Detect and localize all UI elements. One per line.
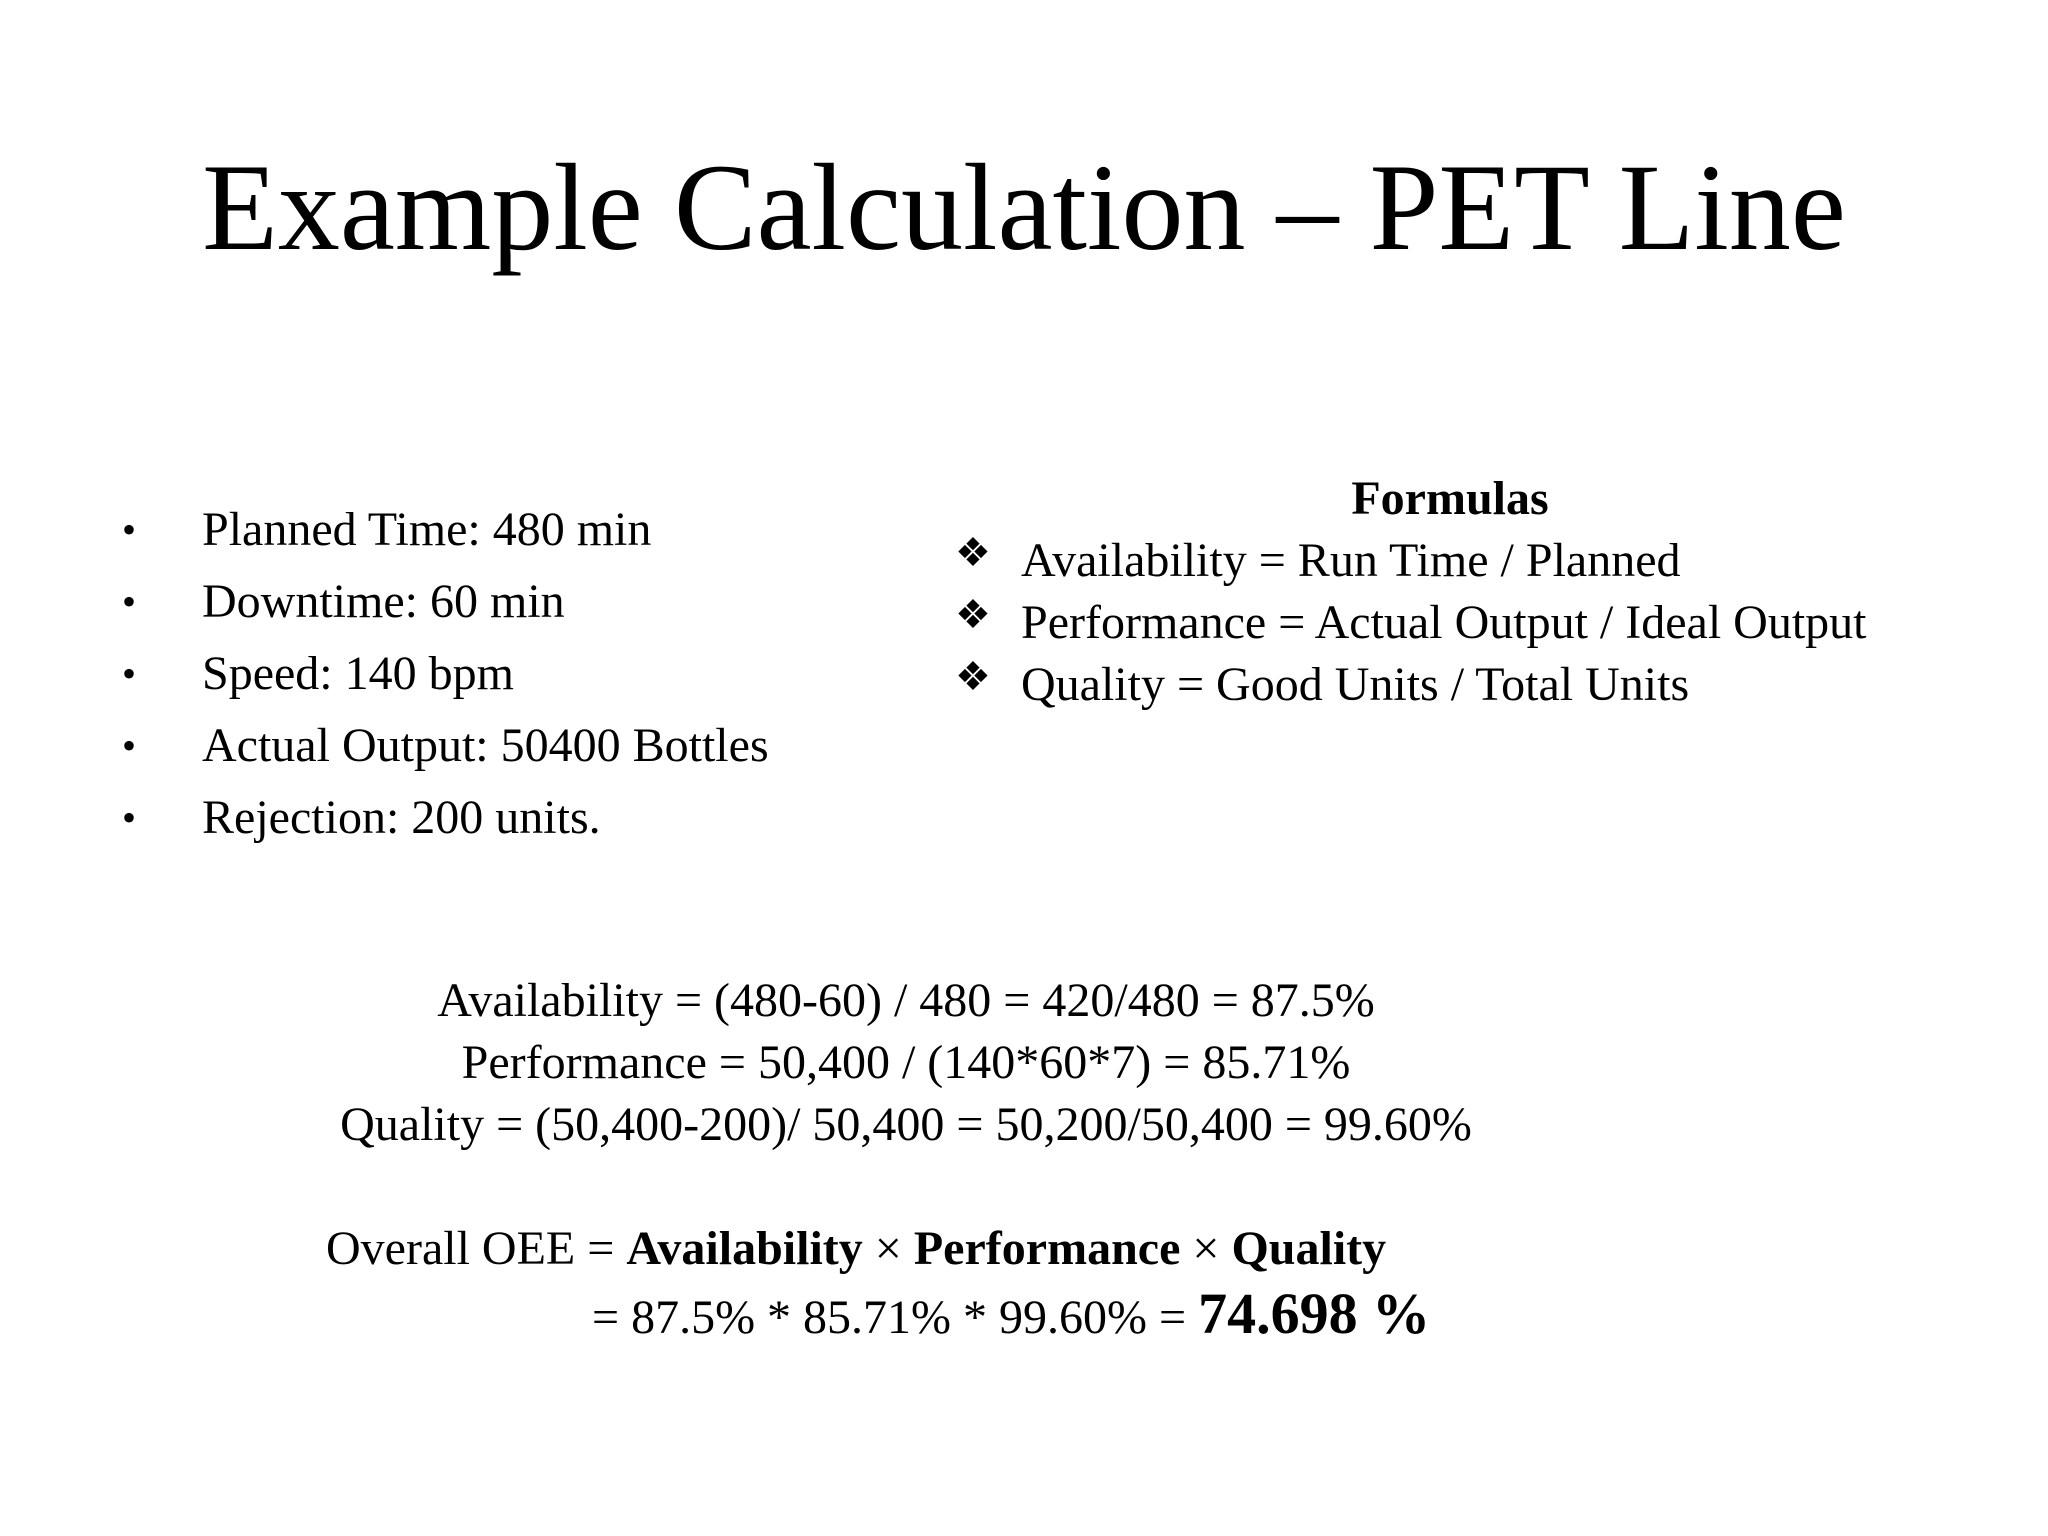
oee-formula [326,1218,1430,1280]
bullet-icon: • [122,579,137,624]
bullet-icon: • [122,507,137,552]
formulas-box [955,468,1975,716]
oee-term-quality: Quality [1231,1222,1387,1275]
list-item [122,494,769,566]
times-sign: × [1180,1222,1232,1275]
availability-calculation: Availability = (480-60) / 480 = 420/480 = 87.5% [437,974,1375,1027]
formula-text: Performance = Actual Output / Ideal Output [1021,596,1867,649]
list-item [122,566,769,638]
list-item [122,782,769,854]
formula-text: Availability = Run Time / Planned [1021,534,1681,587]
oee-prefix: Overall OEE = [326,1222,627,1275]
list-item [122,710,769,782]
list-item-text: Rejection: 200 units. [202,791,601,844]
bullet-icon: • [122,795,137,840]
quality-calculation: Quality = (50,400-200)/ 50,400 = 50,200/50,400 = 99.60% [340,1098,1472,1151]
oee-result-value: 74.698 % [1198,1281,1431,1346]
bullet-icon: • [122,723,137,768]
list-item-text: Speed: 140 bpm [202,647,514,700]
calculation-block [0,970,1812,1156]
performance-calculation: Performance = 50,400 / (140*60*7) = 85.71% [461,1036,1351,1089]
list-item-text: Planned Time: 480 min [202,503,652,556]
input-parameters-list [122,494,769,854]
times-sign: × [862,1222,914,1275]
slide-title: Example Calculation – PET Line [202,139,1846,276]
list-item-text: Downtime: 60 min [202,575,565,628]
oee-expression: = 87.5% * 85.71% * 99.60% = [592,1291,1199,1344]
formula-row [955,592,1975,654]
oee-computation [326,1280,1430,1348]
list-item-text: Actual Output: 50400 Bottles [202,719,769,772]
diamond-bullet-icon: ❖ [955,530,991,575]
oee-term-availability: Availability [626,1222,863,1275]
list-item [122,638,769,710]
diamond-bullet-icon: ❖ [955,654,991,699]
formulas-heading: Formulas [1351,472,1549,525]
oee-term-performance: Performance [913,1222,1181,1275]
diamond-bullet-icon: ❖ [955,592,991,637]
formula-text: Quality = Good Units / Total Units [1021,658,1690,711]
formula-row [955,530,1975,592]
oee-result-block [326,1218,1430,1348]
bullet-icon: • [122,651,137,696]
formula-row [955,654,1975,716]
